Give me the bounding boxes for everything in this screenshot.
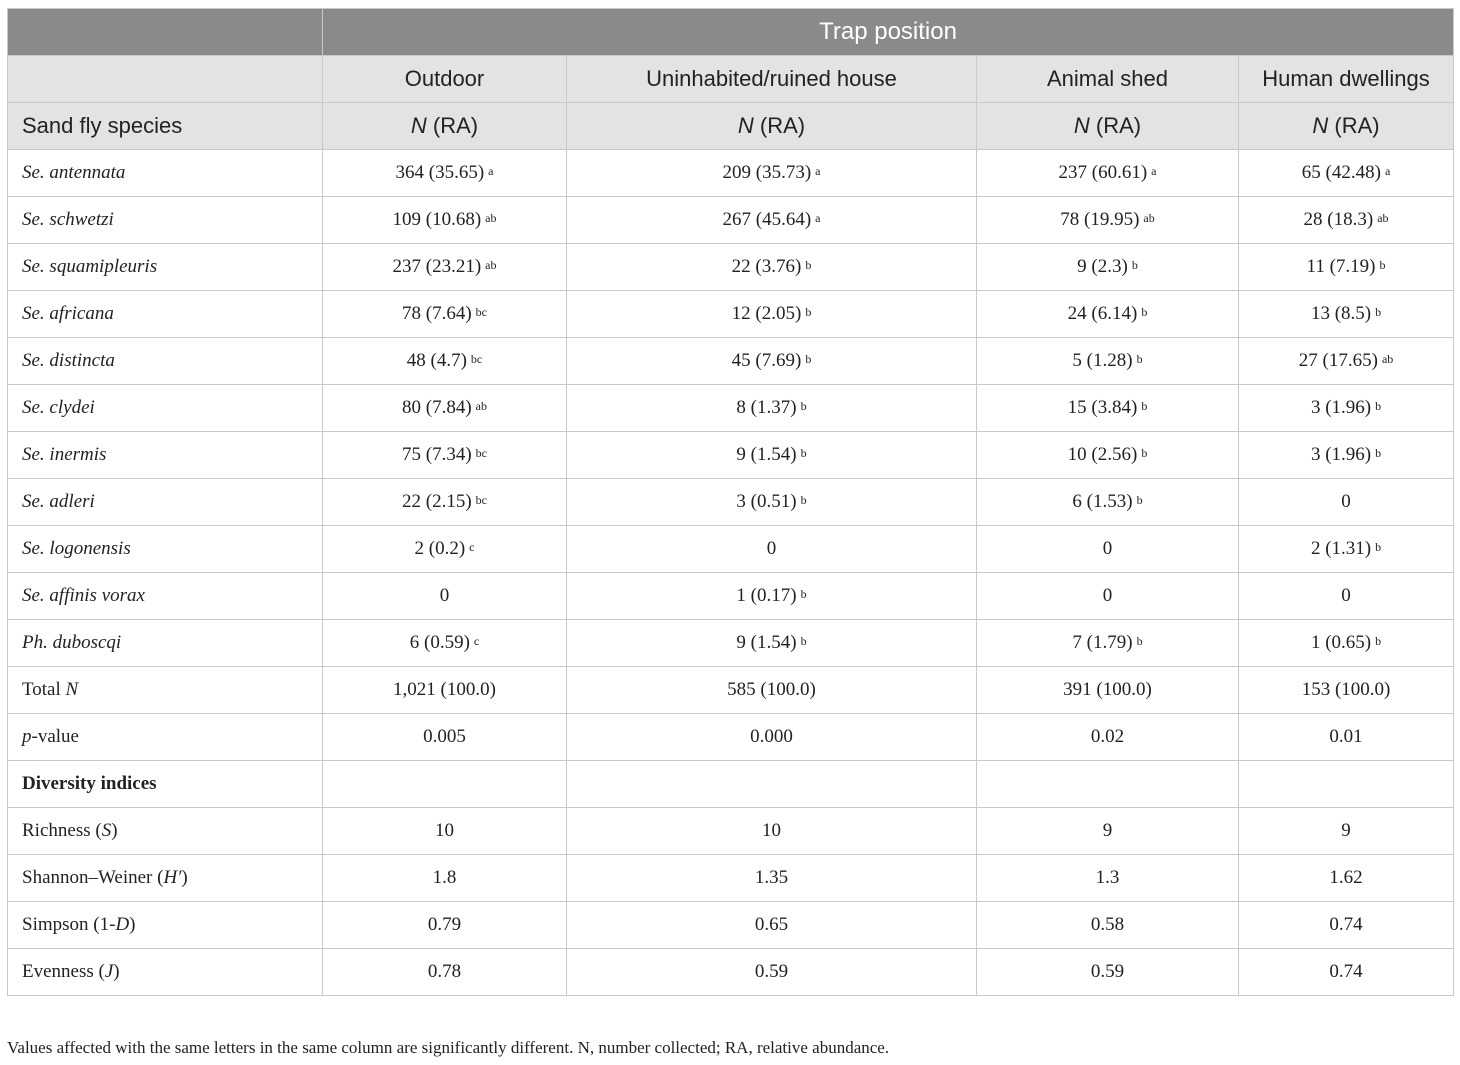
count-cell <box>1239 526 1454 573</box>
significance-letter: a <box>1384 164 1391 178</box>
count-cell <box>567 150 977 197</box>
index-value: 9 <box>1239 808 1454 855</box>
total-value: 153 (100.0) <box>1239 667 1454 714</box>
column-header-animal-shed: Animal shed <box>977 56 1239 103</box>
significance-letter: c <box>473 634 480 648</box>
trap-position-header: Trap position <box>323 9 1454 56</box>
count-value: 48 (4.7) <box>406 350 467 371</box>
header-row-columns <box>8 56 1454 103</box>
significance-letter: b <box>1375 634 1382 648</box>
index-value: 0.74 <box>1239 949 1454 996</box>
significance-letter: b <box>800 634 807 648</box>
count-value: 0 <box>766 538 777 559</box>
count-value: 1 (0.17) <box>736 585 797 606</box>
significance-letter: b <box>805 258 812 272</box>
index-value: 1.35 <box>567 855 977 902</box>
header-row-units <box>8 103 1454 150</box>
index-row <box>8 949 1454 996</box>
significance-letter: b <box>1375 399 1382 413</box>
index-row <box>8 855 1454 902</box>
significance-letter: b <box>1136 352 1143 366</box>
diversity-heading-row <box>8 761 1454 808</box>
significance-letter: ab <box>1377 211 1389 225</box>
count-value: 5 (1.28) <box>1072 350 1133 371</box>
species-row <box>8 573 1454 620</box>
count-cell <box>323 150 567 197</box>
significance-letter: ab <box>1381 352 1394 366</box>
count-cell <box>977 573 1239 620</box>
count-cell <box>977 432 1239 479</box>
count-value: 22 (2.15) <box>402 491 472 512</box>
count-cell <box>977 338 1239 385</box>
count-value: 15 (3.84) <box>1067 397 1138 418</box>
count-cell <box>1239 244 1454 291</box>
count-value: 6 (0.59) <box>409 632 470 653</box>
significance-letter: b <box>1141 305 1148 319</box>
species-row <box>8 291 1454 338</box>
count-value: 65 (42.48) <box>1301 162 1381 183</box>
count-value: 2 (1.31) <box>1310 538 1372 559</box>
index-value: 10 <box>323 808 567 855</box>
count-value: 1 (0.65) <box>1310 632 1372 653</box>
significance-letter: c <box>469 540 475 554</box>
count-value: 28 (18.3) <box>1303 209 1374 230</box>
index-label: Simpson (1-D) <box>8 902 323 949</box>
pvalue-row <box>8 714 1454 761</box>
column-header-human-dwellings: Human dwellings <box>1239 56 1454 103</box>
species-name: Se. adleri <box>8 479 323 526</box>
species-row <box>8 338 1454 385</box>
total-value: 585 (100.0) <box>567 667 977 714</box>
significance-letter: b <box>1141 446 1148 460</box>
count-value: 109 (10.68) <box>392 209 482 230</box>
count-cell <box>1239 291 1454 338</box>
count-value: 0 <box>1341 585 1351 606</box>
index-value: 1.8 <box>323 855 567 902</box>
count-cell <box>977 479 1239 526</box>
significance-letter: b <box>1379 258 1386 272</box>
count-value: 267 (45.64) <box>722 209 812 230</box>
count-value: 10 (2.56) <box>1067 444 1138 465</box>
count-cell <box>323 244 567 291</box>
significance-letter: ab <box>485 258 497 272</box>
count-value: 9 (1.54) <box>736 632 797 653</box>
count-cell <box>1239 620 1454 667</box>
pvalue-value: 0.02 <box>977 714 1239 761</box>
species-row <box>8 197 1454 244</box>
significance-letter: bc <box>475 305 487 319</box>
count-value: 2 (0.2) <box>414 538 466 559</box>
count-value: 0 <box>1341 491 1351 512</box>
index-body <box>8 808 1454 996</box>
count-value: 6 (1.53) <box>1072 491 1133 512</box>
species-name: Se. logonensis <box>8 526 323 573</box>
species-name: Se. squamipleuris <box>8 244 323 291</box>
row-label-header: Sand fly species <box>8 103 323 150</box>
count-value: 78 (7.64) <box>402 303 472 324</box>
pvalue-label: p-value <box>8 714 323 761</box>
count-cell <box>567 244 977 291</box>
column-header-uninhabited: Uninhabited/ruined house <box>567 56 977 103</box>
species-table <box>7 8 1454 996</box>
significance-letter: b <box>805 352 812 366</box>
significance-letter: a <box>1151 164 1157 178</box>
significance-letter: a <box>815 211 821 225</box>
count-value: 75 (7.34) <box>402 444 472 465</box>
count-value: 209 (35.73) <box>722 162 812 183</box>
index-value: 1.62 <box>1239 855 1454 902</box>
count-cell <box>567 338 977 385</box>
total-row <box>8 667 1454 714</box>
index-value: 0.78 <box>323 949 567 996</box>
count-cell <box>567 197 977 244</box>
species-row <box>8 432 1454 479</box>
count-cell <box>977 150 1239 197</box>
count-cell <box>323 479 567 526</box>
count-value: 0 <box>1102 538 1113 559</box>
count-cell <box>977 385 1239 432</box>
count-value: 11 (7.19) <box>1306 256 1376 277</box>
count-value: 27 (17.65) <box>1298 350 1378 371</box>
count-value: 237 (23.21) <box>392 256 482 277</box>
count-cell <box>977 526 1239 573</box>
significance-letter: bc <box>475 493 487 507</box>
significance-letter: b <box>1375 305 1382 319</box>
species-name: Se. clydei <box>8 385 323 432</box>
header-blank-cell-2 <box>8 56 323 103</box>
species-row <box>8 526 1454 573</box>
count-cell <box>1239 573 1454 620</box>
index-value: 1.3 <box>977 855 1239 902</box>
header-blank-cell <box>8 9 323 56</box>
count-cell <box>567 432 977 479</box>
significance-letter: b <box>1141 399 1148 413</box>
count-cell <box>567 526 977 573</box>
significance-letter: bc <box>470 352 483 366</box>
count-value: 80 (7.84) <box>402 397 472 418</box>
count-value: 78 (19.95) <box>1060 209 1140 230</box>
count-value: 8 (1.37) <box>736 397 797 418</box>
significance-letter: b <box>1375 540 1382 554</box>
count-value: 3 (0.51) <box>736 491 797 512</box>
significance-letter: b <box>805 305 812 319</box>
pvalue-value: 0.01 <box>1239 714 1454 761</box>
count-value: 237 (60.61) <box>1058 162 1148 183</box>
count-cell <box>1239 385 1454 432</box>
index-value: 0.58 <box>977 902 1239 949</box>
count-cell <box>567 620 977 667</box>
count-cell <box>1239 197 1454 244</box>
header-row-group <box>8 9 1454 56</box>
count-cell <box>977 291 1239 338</box>
count-cell <box>567 385 977 432</box>
significance-letter: b <box>800 493 807 507</box>
species-body <box>8 150 1454 667</box>
total-value: 1,021 (100.0) <box>323 667 567 714</box>
diversity-heading: Diversity indices <box>8 761 323 808</box>
significance-letter: ab <box>1143 211 1155 225</box>
count-cell <box>323 620 567 667</box>
species-name: Se. inermis <box>8 432 323 479</box>
significance-letter: a <box>815 164 821 178</box>
index-value: 0.74 <box>1239 902 1454 949</box>
unit-header: N (RA) <box>323 103 567 150</box>
species-name: Se. distincta <box>8 338 323 385</box>
count-cell <box>1239 432 1454 479</box>
count-cell <box>1239 479 1454 526</box>
count-value: 7 (1.79) <box>1072 632 1133 653</box>
count-value: 9 (1.54) <box>736 444 797 465</box>
count-cell <box>977 197 1239 244</box>
count-value: 9 (2.3) <box>1077 256 1128 277</box>
significance-letter: b <box>800 446 807 460</box>
index-value: 0.79 <box>323 902 567 949</box>
count-value: 3 (1.96) <box>1310 444 1372 465</box>
species-row <box>8 150 1454 197</box>
significance-letter: b <box>800 587 807 601</box>
species-name: Se. affinis vorax <box>8 573 323 620</box>
index-label: Shannon–Weiner (H′) <box>8 855 323 902</box>
species-row <box>8 385 1454 432</box>
count-value: 22 (3.76) <box>731 256 802 277</box>
count-cell <box>567 573 977 620</box>
count-value: 13 (8.5) <box>1310 303 1372 324</box>
count-cell <box>323 432 567 479</box>
count-value: 12 (2.05) <box>731 303 802 324</box>
index-label: Evenness (J) <box>8 949 323 996</box>
count-value: 0 <box>1102 585 1113 606</box>
count-cell <box>567 479 977 526</box>
index-value: 0.59 <box>567 949 977 996</box>
unit-header: N (RA) <box>977 103 1239 150</box>
count-cell <box>323 385 567 432</box>
pvalue-value: 0.000 <box>567 714 977 761</box>
species-row <box>8 244 1454 291</box>
significance-letter: ab <box>475 399 487 413</box>
significance-letter: b <box>800 399 807 413</box>
index-value: 10 <box>567 808 977 855</box>
table-footnote: Values affected with the same letters in the same column are significantly different. N, number collected; RA, relative abundance. <box>7 1038 890 1057</box>
significance-letter: a <box>488 164 494 178</box>
species-name: Ph. duboscqi <box>8 620 323 667</box>
count-cell <box>323 338 567 385</box>
species-row <box>8 620 1454 667</box>
count-value: 364 (35.65) <box>395 162 485 183</box>
significance-letter: b <box>1136 634 1143 648</box>
count-cell <box>1239 150 1454 197</box>
pvalue-value: 0.005 <box>323 714 567 761</box>
count-cell <box>1239 338 1454 385</box>
species-name: Se. africana <box>8 291 323 338</box>
significance-letter: b <box>1375 446 1382 460</box>
count-value: 24 (6.14) <box>1067 303 1138 324</box>
index-label: Richness (S) <box>8 808 323 855</box>
significance-letter: b <box>1136 493 1143 507</box>
unit-header: N (RA) <box>1239 103 1454 150</box>
count-value: 45 (7.69) <box>731 350 802 371</box>
count-cell <box>977 620 1239 667</box>
species-name: Se. schwetzi <box>8 197 323 244</box>
count-cell <box>323 526 567 573</box>
significance-letter: ab <box>485 211 497 225</box>
total-value: 391 (100.0) <box>977 667 1239 714</box>
species-name: Se. antennata <box>8 150 323 197</box>
index-row <box>8 902 1454 949</box>
species-row <box>8 479 1454 526</box>
index-value: 9 <box>977 808 1239 855</box>
total-label: Total N <box>8 667 323 714</box>
count-value: 0 <box>439 585 450 606</box>
count-value: 3 (1.96) <box>1310 397 1372 418</box>
column-header-outdoor: Outdoor <box>323 56 567 103</box>
count-cell <box>323 197 567 244</box>
index-value: 0.59 <box>977 949 1239 996</box>
summary-body <box>8 667 1454 808</box>
unit-header: N (RA) <box>567 103 977 150</box>
count-cell <box>567 291 977 338</box>
significance-letter: bc <box>475 446 487 460</box>
index-row <box>8 808 1454 855</box>
count-cell <box>323 291 567 338</box>
index-value: 0.65 <box>567 902 977 949</box>
count-cell <box>323 573 567 620</box>
count-cell <box>977 244 1239 291</box>
significance-letter: b <box>1131 258 1138 272</box>
